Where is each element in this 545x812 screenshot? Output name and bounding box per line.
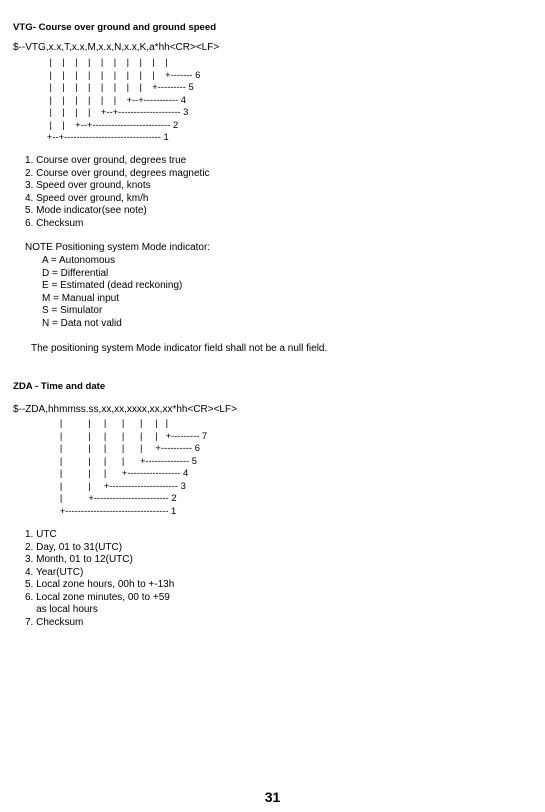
list-item: M = Manual input	[42, 292, 119, 304]
list-item: 7. Checksum	[25, 616, 84, 628]
list-item: 3. Month, 01 to 12(UTC)	[25, 554, 133, 565]
list-item: 2. Course over ground, degrees magnetic	[25, 167, 210, 179]
list-item: 4. Speed over ground, km/h	[25, 192, 149, 204]
zda-field-list	[25, 529, 174, 629]
diagram-line: | | | +----------------- 4	[13, 467, 189, 478]
list-item: E = Estimated (dead reckoning)	[42, 280, 183, 291]
list-item: 5. Mode indicator(see note)	[25, 205, 147, 216]
diagram-line: | +------------------------ 2	[13, 492, 177, 503]
vtg-sentence-format: $--VTG,x.x,T,x.x,M,x.x,N,x.x,K,a*hh<CR><LF>	[13, 42, 220, 53]
zda-heading: ZDA - Time and date	[13, 381, 106, 392]
list-item: 1. UTC	[25, 529, 57, 540]
diagram-line: | | | | +-------------- 5	[13, 454, 197, 466]
zda-sentence-format: $--ZDA,hhmmss.ss,xx,xx,xxxx,xx,xx*hh<CR><LF>	[13, 404, 237, 415]
diagram-line: | | | | | | +--+----------- 4	[13, 93, 186, 105]
diagram-line: | | | | | | | | | +------- 6	[13, 68, 201, 80]
list-item: N = Data not valid	[42, 317, 122, 329]
list-item: as local hours	[25, 604, 98, 615]
diagram-line: | | | | | +---------- 6	[13, 442, 200, 453]
mode-indicator-list	[42, 255, 182, 330]
list-item: 6. Local zone minutes, 00 to +59	[25, 591, 170, 603]
vtg-field-diagram	[13, 56, 200, 144]
list-item: 3. Speed over ground, knots	[25, 180, 151, 191]
list-item: 4. Year(UTC)	[25, 566, 84, 578]
diagram-line: +--------------------------------- 1	[13, 504, 177, 516]
vtg-heading: VTG- Course over ground and ground speed	[13, 22, 217, 33]
diagram-line: | | | | | | | | | |	[13, 56, 168, 67]
note-text: The positioning system Mode indicator field shall not be a null field.	[31, 343, 328, 354]
vtg-field-list	[25, 155, 210, 230]
page-number: 31	[264, 789, 281, 805]
list-item: A = Autonomous	[42, 255, 116, 266]
diagram-line: | | | | | | | | +--------- 5	[13, 81, 194, 92]
list-item: S = Simulator	[42, 305, 103, 316]
list-item: 5. Local zone hours, 00h to +-13h	[25, 579, 175, 590]
diagram-line: | | | | | | +--------- 7	[13, 429, 208, 441]
list-item: 6. Checksum	[25, 217, 84, 229]
list-item: D = Differential	[42, 267, 109, 279]
list-item: 1. Course over ground, degrees true	[25, 155, 187, 166]
note-title: NOTE Positioning system Mode indicator:	[25, 242, 211, 253]
diagram-line: | | | | | | |	[13, 417, 169, 428]
diagram-line: | | +---------------------- 3	[13, 479, 186, 491]
diagram-line: | | | | +--+-------------------- 3	[13, 106, 189, 117]
diagram-line: +--+------------------------------- 1	[13, 131, 169, 142]
list-item: 2. Day, 01 to 31(UTC)	[25, 541, 123, 553]
zda-field-diagram	[13, 417, 207, 517]
diagram-line: | | +--+------------------------- 2	[13, 118, 179, 130]
